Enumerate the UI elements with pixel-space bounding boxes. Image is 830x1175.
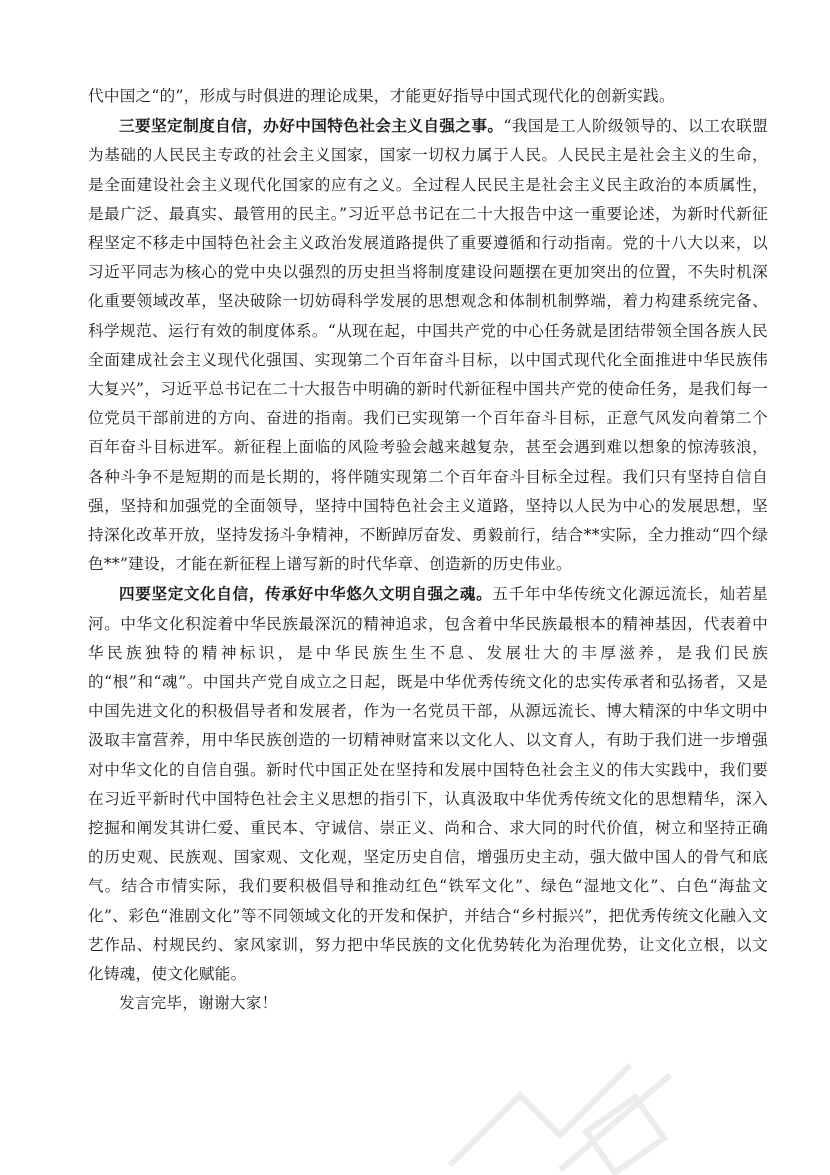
paragraph-cultural-confidence	[88, 579, 768, 989]
paragraph-text: 发言完毕，谢谢大家！	[119, 994, 278, 1013]
watermark-icon	[410, 1035, 710, 1175]
paragraph-text: 代中国之“的”，形成与时俱进的理论成果，才能更好指导中国式现代化的创新实践。	[88, 87, 675, 105]
paragraph-closing	[88, 989, 768, 1018]
paragraph-heading: 三要坚定制度自信，办好中国特色社会主义自强之事。	[119, 116, 504, 136]
paragraph-text: “我国是工人阶级领导的、以工农联盟为基础的人民民主专政的社会主义国家，国家一切权力属于人民。人民民主是社会主义的生命，是全面建设社会主义现代化国家的应有之义。全过程人民民主是社会主义民主政治的本质属性，是最广泛、最真实、最管用的民主。”习近平总书记在二十大报告中这一重要论述，为新时代新征程坚定不移走中国特色社会主义政治发展道路提供了重要遵循和行动指南。党的十八大以来，以习近平同志为核心的党中央以强烈的历史担当将制度建设问题摆在更加突出的位置，不失时机深化重要领域改革，坚决破除一切妨碍科学发展的思想观念和体制机制弊端，着力构建系统完备、科学规范、运行有效的制度体系。“从现在起，中国共产党的中心任务就是团结带领全国各族人民全面建成社会主义现代化强国、实现第二个百年奋斗目标，以中国式现代化全面推进中华民族伟大复兴”，习近平总书记在二十大报告中明确的新时代新征程中国共产党的使命任务，是我们每一位党员干部前进的方向、奋进的指南。我们已实现第一个百年奋斗目标，正意气风发向着第二个百年奋斗目标进军。新征程上面临的风险考验会越来越复杂，甚至会遇到难以想象的惊涛骇浪，各种斗争不是短期的而是长期的，将伴随实现第二个百年奋斗目标全过程。我们只有坚持自信自强，坚持和加强党的全面领导，坚持中国特色社会主义道路，坚持以人民为中心的发展思想，坚持深化改革开放，坚持发扬斗争精神，不断踔厉奋发、勇毅前行，结合**实际，全力推动“四个绿色**”建设，才能在新征程上谱写新的时代华章、创造新的历史伟业。	[88, 117, 768, 574]
paragraph-continuation	[88, 82, 768, 111]
paragraph-institutional-confidence	[88, 111, 768, 579]
paragraph-text: 五千年中华传统文化源远流长，灿若星河。中华文化积淀着中华民族最深沉的精神追求，包含着中华民族最根本的精神基因，代表着中华民族独特的精神标识，是中华民族生生不息、发展壮大的丰厚滋养，是我们民族的“根”和“魂”。中国共产党自成立之日起，既是中华优秀传统文化的忠实传承者和弘扬者，又是中国先进文化的积极倡导者和发展者，作为一名党员干部，从源远流长、博大精深的中华文明中汲取丰富营养，用中华民族创造的一切精神财富来以文化人、以文育人，有助于我们进一步增强对中华文化的自信自强。新时代中国正处在坚持和发展中国特色社会主义的伟大实践中，我们要在习近平新时代中国特色社会主义思想的指引下，认真汲取中华优秀传统文化的思想精华，深入挖掘和阐发其讲仁爱、重民本、守诚信、崇正义、尚和合、求大同的时代价值，树立和坚持正确的历史观、民族观、国家观、文化观，坚定历史自信，增强历史主动，强大做中国人的骨气和底气。结合市情实际，我们要积极倡导和推动红色“铁军文化”、绿色“湿地文化”、白色“海盐文化”、彩色“淮剧文化”等不同领域文化的开发和保护，并结合“乡村振兴”，把优秀传统文化融入文艺作品、村规民约、家风家训，努力把中华民族的文化优势转化为治理优势，让文化立根，以文化铸魂，使文化赋能。	[88, 585, 768, 984]
document-body	[88, 82, 768, 1019]
paragraph-heading: 四要坚定文化自信，传承好中华悠久文明自强之魂。	[119, 584, 493, 604]
